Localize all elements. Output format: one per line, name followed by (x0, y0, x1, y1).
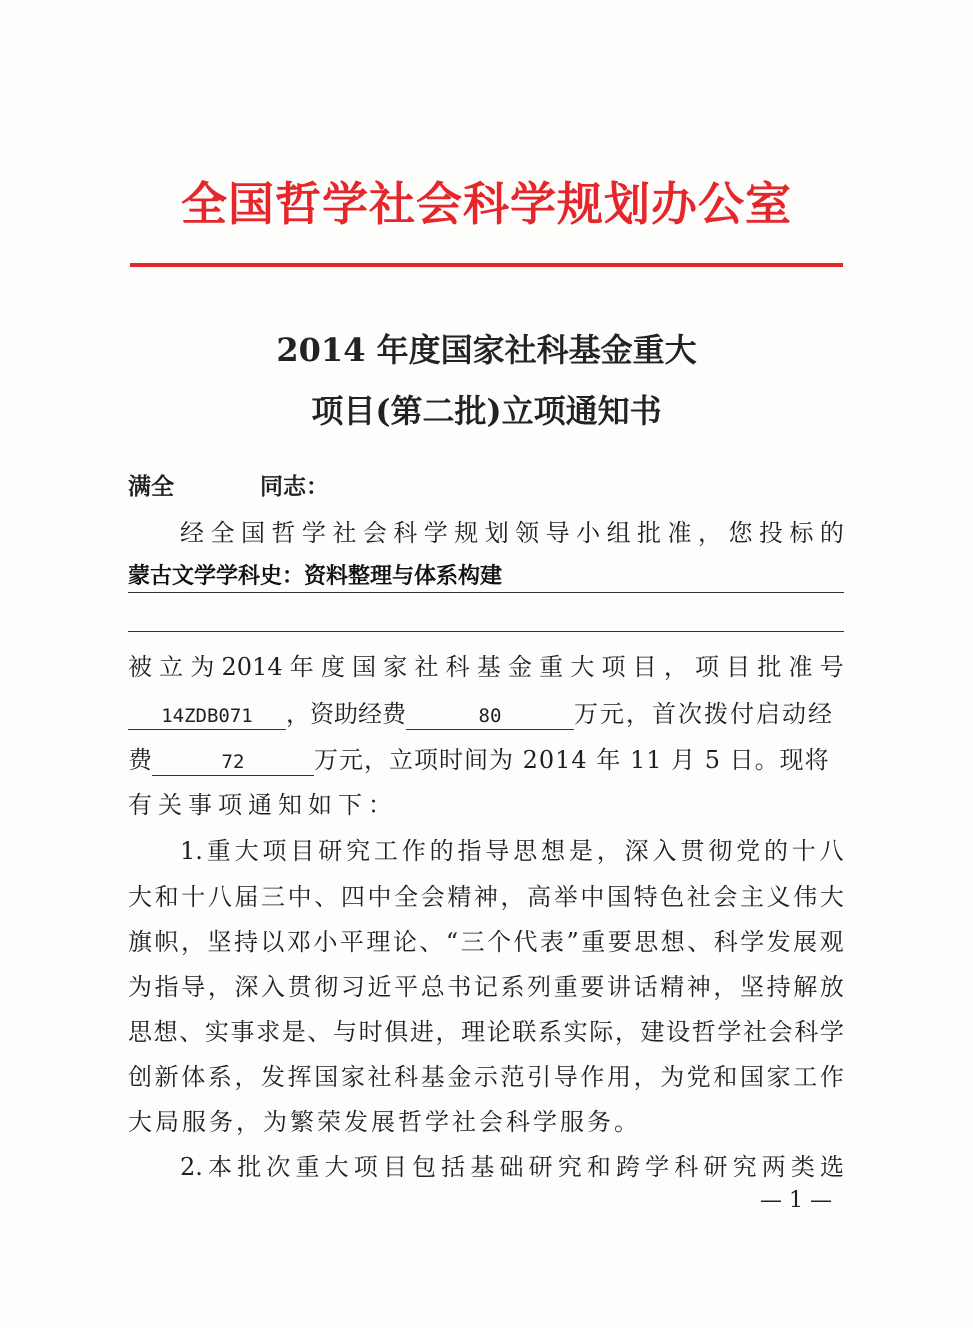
text-glyph: 究 (557, 1153, 582, 1181)
text-glyph: 理 (461, 1018, 486, 1046)
text-glyph: 进 (409, 1018, 434, 1046)
text-glyph: 工 (373, 837, 398, 865)
text-glyph: 四 (340, 883, 365, 911)
funding-amount-field: 80 (406, 703, 574, 730)
text-glyph: 年 (289, 653, 314, 681)
text-glyph: 批 (237, 1153, 262, 1181)
text-glyph: 表 (540, 928, 565, 956)
text-glyph: 主 (740, 883, 765, 911)
text-glyph: 论 (486, 1018, 511, 1046)
text-glyph: 想 (660, 928, 685, 956)
text-glyph: 项 (601, 653, 626, 681)
notice-title-line-2: 项目(第二批)立项通知书 (311, 392, 662, 430)
text-glyph: 持 (233, 928, 258, 956)
text-glyph: 展 (793, 928, 818, 956)
text-glyph: 科 (393, 519, 418, 547)
text-glyph: ， (435, 1018, 460, 1046)
recipient-name: 满全 (128, 474, 174, 500)
text-glyph: 三 (261, 883, 286, 911)
text-glyph: 立 (159, 653, 184, 681)
text-glyph: 社 (332, 519, 357, 547)
text-glyph: 的 (819, 519, 844, 547)
text-glyph: 1. (180, 837, 203, 865)
text-glyph: 社 (367, 1063, 392, 1091)
text-glyph: 作 (819, 1063, 844, 1091)
para1-line-3 (128, 745, 844, 776)
letterhead-title: 全国哲学社会科学规划办公室 (181, 177, 792, 231)
text-glyph: 础 (499, 1153, 524, 1181)
text-glyph: 范 (500, 1063, 525, 1091)
text-glyph: 国 (240, 519, 265, 547)
text-glyph: 为 (660, 1063, 685, 1091)
salutation (128, 472, 844, 502)
funding-prefix: ，资助经费 (286, 700, 406, 728)
text-glyph: 国 (606, 883, 631, 911)
text-glyph: 基 (476, 653, 501, 681)
text-glyph: 个 (487, 928, 512, 956)
text-glyph: 特 (633, 883, 658, 911)
text-glyph: 被 (128, 653, 152, 681)
text-glyph: 项 (262, 837, 287, 865)
text-glyph: 十 (181, 883, 206, 911)
text-glyph: 际 (589, 1018, 614, 1046)
text-glyph: ， (633, 1063, 658, 1091)
para1-line-4: 有关事项通知如下： (128, 791, 398, 819)
item1-line-7: 大局服务，为繁荣发展哲学社会科学服务。 (128, 1108, 641, 1136)
text-glyph: 国 (314, 1063, 339, 1091)
text-glyph: 重 (553, 973, 578, 1001)
text-glyph: 全 (210, 519, 235, 547)
text-glyph: ， (614, 1018, 639, 1046)
text-glyph: 哲 (271, 519, 296, 547)
text-glyph: 俱 (384, 1018, 409, 1046)
text-glyph: 近 (367, 973, 392, 1001)
text-glyph: 列 (527, 973, 552, 1001)
text-glyph: 作 (401, 837, 426, 865)
text-glyph: 准 (667, 519, 692, 547)
text-glyph: 学 (740, 928, 765, 956)
text-glyph: 学 (819, 1018, 844, 1046)
text-glyph: 伟 (793, 883, 818, 911)
text-glyph: 科 (445, 653, 470, 681)
text-glyph: 目 (726, 653, 751, 681)
letterhead-red-rule (130, 263, 843, 267)
text-glyph: 度 (320, 653, 345, 681)
text-glyph: 会 (420, 883, 445, 911)
text-glyph: 批 (637, 519, 662, 547)
text-glyph: “ (445, 928, 459, 956)
text-glyph: 党 (736, 837, 761, 865)
text-glyph: 是 (568, 837, 593, 865)
item1-line-2 (128, 882, 844, 912)
item2-line-1-text (180, 1152, 844, 1182)
text-glyph: 设 (666, 1018, 691, 1046)
text-glyph: 重 (539, 653, 564, 681)
text-glyph: 金 (447, 1063, 472, 1091)
intro-text (180, 518, 844, 548)
text-glyph: ， (596, 837, 621, 865)
text-glyph: 会 (362, 519, 387, 547)
text-glyph: 包 (412, 1153, 437, 1181)
text-glyph: 创 (128, 1063, 152, 1091)
text-glyph: 建 (640, 1018, 665, 1046)
text-glyph: 代 (513, 928, 538, 956)
text-glyph: 学 (423, 519, 448, 547)
text-glyph: 规 (454, 519, 479, 547)
text-glyph: 旗 (128, 928, 152, 956)
text-glyph: 求 (256, 1018, 281, 1046)
text-glyph: 八 (207, 883, 232, 911)
text-glyph: 重 (295, 1153, 320, 1181)
text-glyph: 作 (580, 1063, 605, 1091)
text-glyph: 解 (793, 973, 818, 1001)
text-glyph: 发 (766, 928, 791, 956)
text-glyph: 系 (207, 1063, 232, 1091)
text-glyph: 系 (500, 973, 525, 1001)
text-glyph: 目 (382, 1153, 407, 1181)
text-glyph: 小 (576, 519, 601, 547)
text-glyph: 指 (154, 973, 179, 1001)
text-glyph: 划 (484, 519, 509, 547)
text-glyph: ， (180, 928, 205, 956)
text-glyph: 三 (460, 928, 485, 956)
text-glyph: 准 (788, 653, 813, 681)
text-glyph: 括 (441, 1153, 466, 1181)
text-glyph: 家 (766, 1063, 791, 1091)
item1-line-6 (128, 1062, 844, 1092)
text-glyph: 学 (717, 1018, 742, 1046)
text-glyph: 重 (581, 928, 606, 956)
text-glyph: 基 (420, 1063, 445, 1091)
text-glyph: 为 (190, 653, 215, 681)
text-glyph: 思 (634, 928, 659, 956)
text-glyph: 小 (313, 928, 338, 956)
text-glyph: 记 (473, 973, 498, 1001)
text-glyph: 社 (414, 653, 439, 681)
text-glyph: 导 (181, 973, 206, 1001)
text-glyph: 挥 (287, 1063, 312, 1091)
notice-title-line-1: 2014 年度国家社科基金重大 (276, 331, 697, 369)
text-glyph: 理 (366, 928, 391, 956)
text-glyph: 书 (447, 973, 472, 1001)
text-glyph: 项 (695, 653, 719, 681)
text-glyph: 重 (206, 837, 231, 865)
text-glyph: 深 (624, 837, 649, 865)
text-glyph: 大 (324, 1153, 349, 1181)
text-glyph: ， (500, 883, 525, 911)
text-glyph: 放 (819, 973, 844, 1001)
item1-line-3 (128, 927, 844, 957)
text-glyph: 神 (686, 973, 711, 1001)
text-glyph: 社 (686, 883, 711, 911)
item1-line-1-text (180, 836, 844, 866)
item1-line-1 (180, 836, 844, 866)
text-glyph: 中 (367, 883, 392, 911)
text-glyph: 时 (358, 1018, 383, 1046)
text-glyph: 联 (512, 1018, 537, 1046)
text-glyph: 会 (768, 1018, 793, 1046)
text-glyph: 论 (392, 928, 417, 956)
text-glyph: 、 (419, 928, 444, 956)
text-glyph: 届 (234, 883, 259, 911)
approval-number-field: 14ZDB071 (128, 703, 286, 730)
text-glyph: 投 (758, 519, 783, 547)
text-glyph: 、 (687, 928, 712, 956)
text-glyph: 组 (606, 519, 631, 547)
text-glyph: 次 (266, 1153, 291, 1181)
text-glyph: 想 (153, 1018, 178, 1046)
text-glyph: 导 (545, 519, 570, 547)
text-glyph: 金 (507, 653, 532, 681)
item1-line-6-text (128, 1062, 844, 1092)
text-glyph: 新 (154, 1063, 179, 1091)
text-glyph: 基 (470, 1153, 495, 1181)
text-glyph: 用 (606, 1063, 631, 1091)
text-glyph: 总 (420, 973, 445, 1001)
text-glyph: 和 (586, 1153, 611, 1181)
text-glyph: 全 (394, 883, 419, 911)
text-glyph: 要 (607, 928, 632, 956)
text-glyph: 和 (154, 883, 179, 911)
text-glyph: 家 (383, 653, 408, 681)
text-glyph: 示 (473, 1063, 498, 1091)
text-glyph: 发 (261, 1063, 286, 1091)
text-glyph: ， (697, 519, 722, 547)
text-glyph: 是 (281, 1018, 306, 1046)
text-glyph: 话 (633, 973, 658, 1001)
text-glyph: 究 (732, 1153, 757, 1181)
text-glyph: ， (207, 973, 232, 1001)
text-glyph: 习 (340, 973, 365, 1001)
text-glyph: 平 (339, 928, 364, 956)
text-glyph: 经 (180, 519, 204, 547)
text-glyph: 义 (766, 883, 791, 911)
text-glyph: 为 (128, 973, 152, 1001)
text-glyph: 帜 (154, 928, 179, 956)
initial-funding-suffix: 万元，立项时间为 2014 年 11 月 5 日。现将 (314, 746, 830, 774)
intro-line (180, 518, 844, 548)
text-glyph: 导 (553, 1063, 578, 1091)
text-glyph: 、 (307, 1018, 332, 1046)
text-glyph: 坚 (740, 973, 765, 1001)
text-glyph: 精 (447, 883, 472, 911)
text-glyph: 国 (740, 1063, 765, 1091)
para1-line-1 (128, 652, 844, 682)
text-glyph: 色 (660, 883, 685, 911)
text-glyph: 究 (346, 837, 371, 865)
text-glyph: 、 (314, 883, 339, 911)
text-glyph: 家 (340, 1063, 365, 1091)
text-glyph: 研 (528, 1153, 553, 1181)
text-glyph: 党 (686, 1063, 711, 1091)
text-glyph: 要 (580, 973, 605, 1001)
text-glyph: 两 (761, 1153, 786, 1181)
text-glyph: 研 (318, 837, 343, 865)
text-glyph: 事 (230, 1018, 255, 1046)
item1-line-5-text (128, 1017, 844, 1047)
text-glyph: 科 (674, 1153, 699, 1181)
text-glyph: 系 (538, 1018, 562, 1046)
text-glyph: 领 (515, 519, 540, 547)
text-glyph: 大 (570, 653, 595, 681)
text-glyph: 本 (208, 1153, 233, 1181)
para1-line-1-text (128, 652, 844, 682)
text-glyph: 精 (660, 973, 685, 1001)
item1-line-5 (128, 1017, 844, 1047)
text-glyph: 高 (527, 883, 552, 911)
text-glyph: 目 (290, 837, 315, 865)
initial-funding-field: 72 (152, 749, 314, 776)
text-glyph: 引 (527, 1063, 552, 1091)
text-glyph: 导 (485, 837, 510, 865)
text-glyph: 的 (763, 837, 788, 865)
text-glyph: 的 (429, 837, 454, 865)
text-glyph: 学 (645, 1153, 670, 1181)
text-glyph: 目 (632, 653, 657, 681)
text-glyph: 贯 (287, 973, 312, 1001)
text-glyph: 号 (819, 653, 844, 681)
text-glyph: 八 (819, 837, 844, 865)
initial-funding-prefix: 费 (128, 746, 152, 774)
text-glyph: 学 (301, 519, 326, 547)
text-glyph: 举 (553, 883, 578, 911)
text-glyph: 国 (352, 653, 377, 681)
text-glyph: 大 (819, 883, 844, 911)
text-glyph: 入 (261, 973, 286, 1001)
text-glyph: 科 (713, 928, 738, 956)
text-glyph: 实 (563, 1018, 588, 1046)
text-glyph: 批 (757, 653, 782, 681)
project-title-field (128, 562, 844, 593)
text-glyph: 中 (580, 883, 605, 911)
text-glyph: 体 (181, 1063, 206, 1091)
text-glyph: 思 (128, 1018, 152, 1046)
text-glyph: ， (663, 653, 688, 681)
text-glyph: 彻 (708, 837, 733, 865)
text-glyph: 2014 (221, 653, 283, 681)
text-glyph: 与 (333, 1018, 357, 1046)
text-glyph: 彻 (314, 973, 339, 1001)
text-glyph: 神 (473, 883, 498, 911)
text-glyph: 哲 (691, 1018, 716, 1046)
text-glyph: 邓 (286, 928, 311, 956)
text-glyph: 您 (728, 519, 753, 547)
text-glyph: 想 (541, 837, 566, 865)
text-glyph: 持 (766, 973, 791, 1001)
salutation-suffix: 同志： (260, 474, 329, 500)
item1-line-2-text (128, 882, 844, 912)
para1-line-2 (128, 699, 844, 730)
item2-line-1 (180, 1152, 844, 1182)
text-glyph: 会 (713, 883, 738, 911)
text-glyph: 坚 (207, 928, 232, 956)
text-glyph: 项 (353, 1153, 378, 1181)
text-glyph: 入 (652, 837, 677, 865)
text-glyph: 工 (793, 1063, 818, 1091)
text-glyph: 科 (794, 1018, 819, 1046)
text-glyph: 选 (820, 1153, 844, 1181)
text-glyph: 观 (819, 928, 844, 956)
blank-underline (128, 631, 844, 632)
page-number: — 1 — (760, 1188, 832, 1213)
text-glyph: 2. (180, 1153, 203, 1181)
item1-line-4 (128, 972, 844, 1002)
text-glyph: 中 (287, 883, 312, 911)
funding-suffix: 万元，首次拨付启动经 (574, 700, 834, 728)
text-glyph: 讲 (606, 973, 631, 1001)
text-glyph: 标 (789, 519, 814, 547)
text-glyph: 大 (234, 837, 259, 865)
text-glyph: 平 (394, 973, 419, 1001)
item1-line-4-text (128, 972, 844, 1002)
text-glyph: ， (713, 973, 738, 1001)
text-glyph: 、 (179, 1018, 204, 1046)
project-title: 蒙古文学学科史：资料整理与体系构建 (128, 564, 503, 589)
text-glyph: 和 (713, 1063, 738, 1091)
text-glyph: 十 (791, 837, 816, 865)
item1-line-3-text (128, 927, 844, 957)
text-glyph: ” (566, 928, 579, 956)
text-glyph: 深 (234, 973, 259, 1001)
text-glyph: 科 (394, 1063, 419, 1091)
text-glyph: 以 (260, 928, 285, 956)
text-glyph: 思 (513, 837, 538, 865)
text-glyph: 大 (128, 883, 152, 911)
text-glyph: 社 (743, 1018, 767, 1046)
text-glyph: 跨 (616, 1153, 641, 1181)
text-glyph: 研 (703, 1153, 728, 1181)
text-glyph: 实 (204, 1018, 229, 1046)
text-glyph: 贯 (680, 837, 705, 865)
text-glyph: 指 (457, 837, 482, 865)
text-glyph: ， (234, 1063, 259, 1091)
text-glyph: 类 (790, 1153, 815, 1181)
